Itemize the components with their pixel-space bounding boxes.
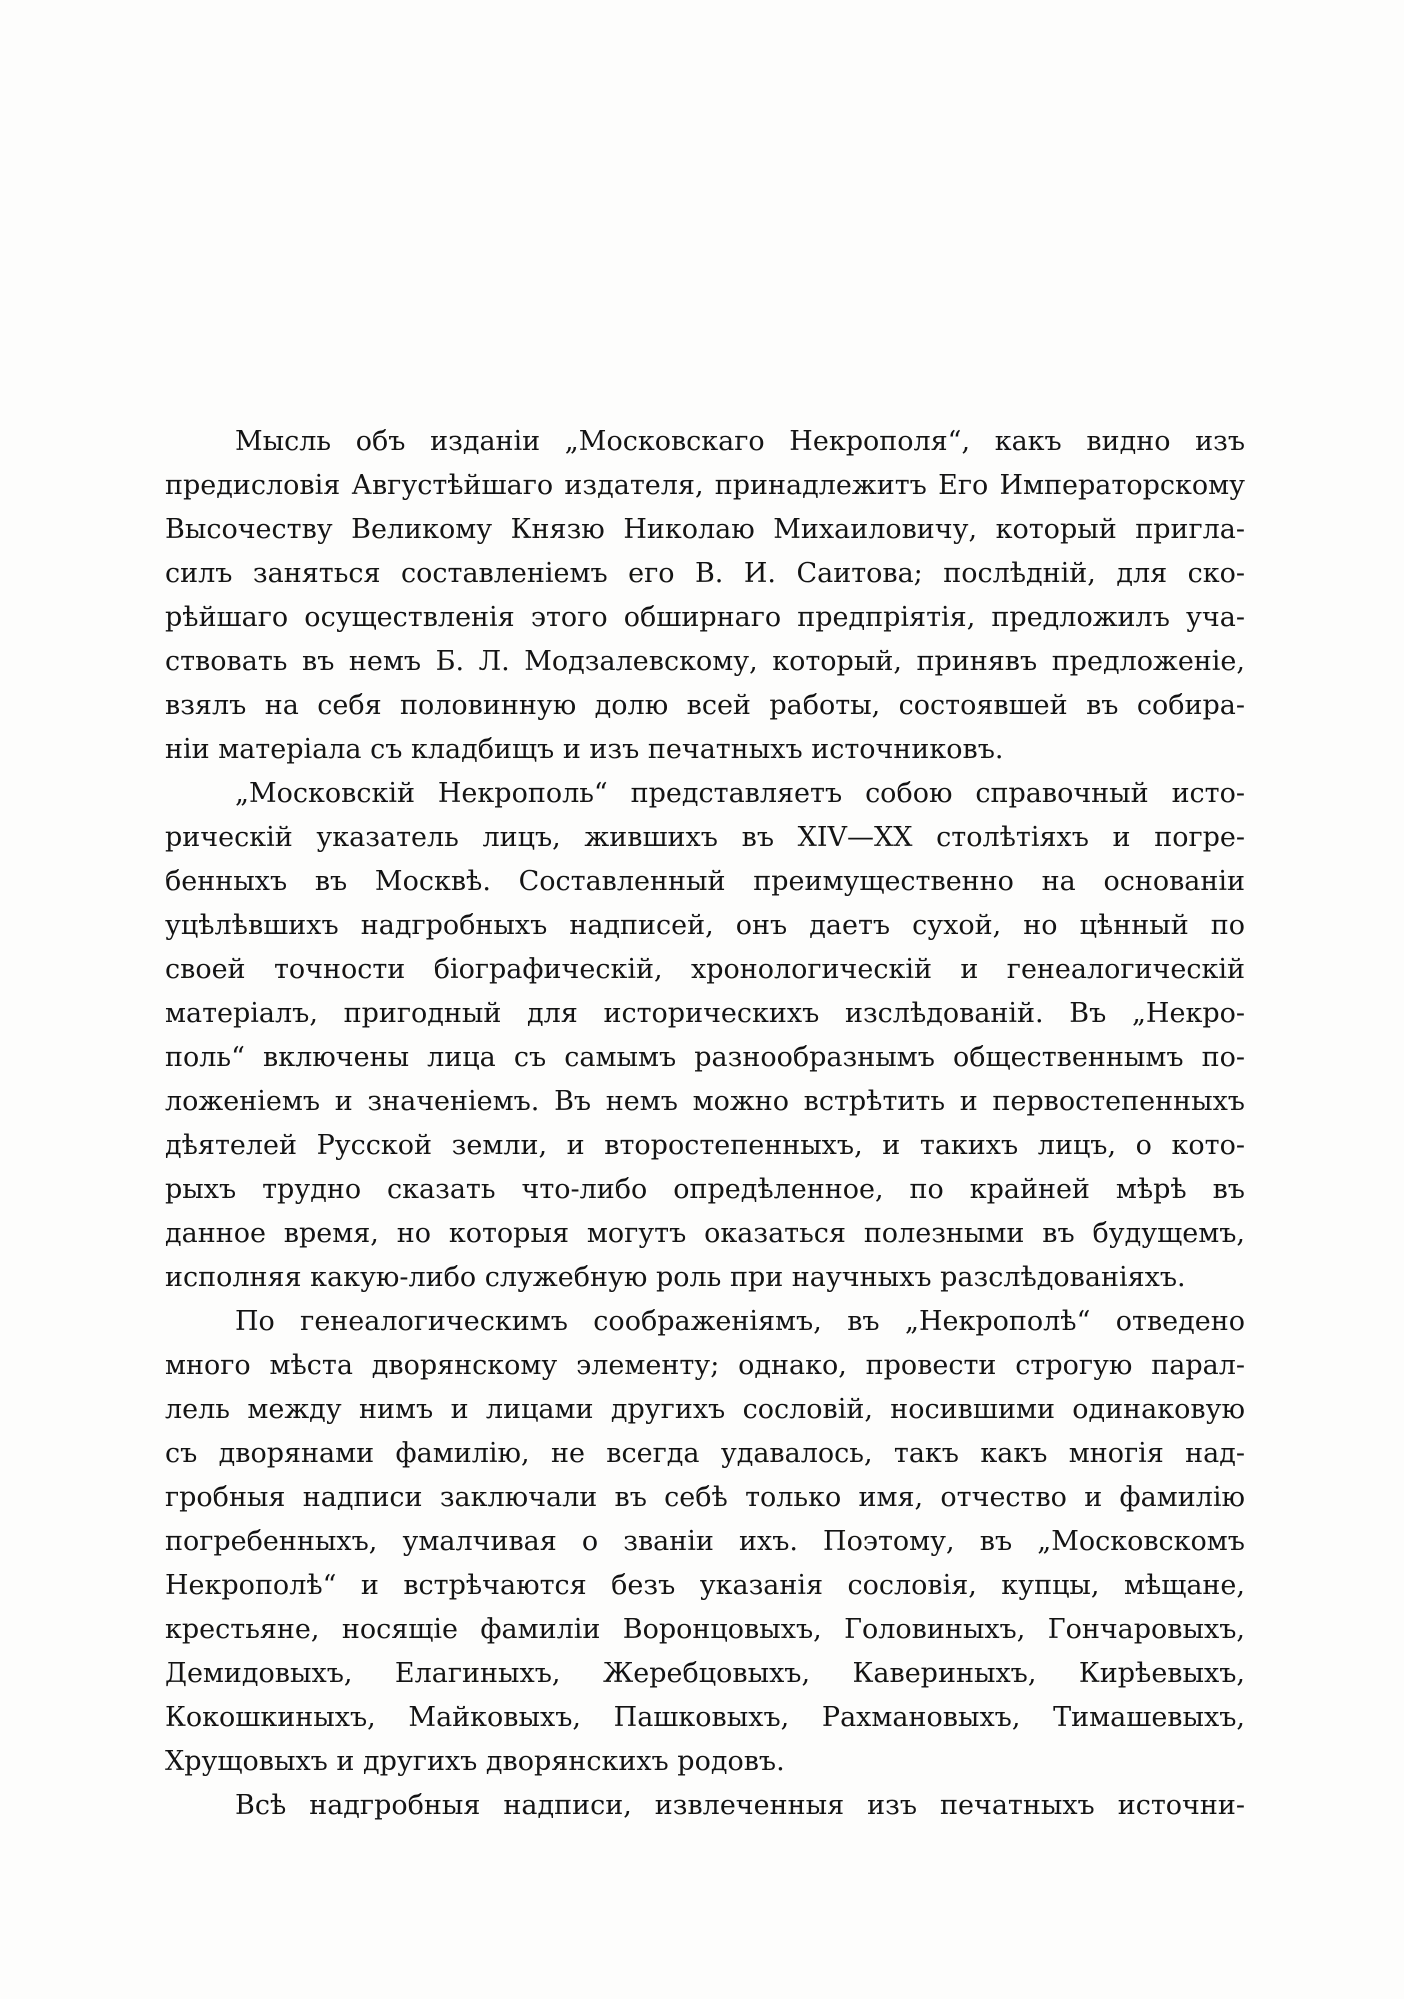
text-line: бенныхъ въ Москвѣ. Составленный преимущественно на основаніи <box>165 866 1245 897</box>
text-line: рыхъ трудно сказать что-либо опредѣленное, по крайней мѣрѣ въ <box>165 1174 1245 1205</box>
text-line: Мысль объ изданіи „Московскаго Некрополя“, какъ видно изъ <box>235 426 1245 457</box>
text-line: По генеалогическимъ соображеніямъ, въ „Некрополѣ“ отведено <box>235 1306 1245 1337</box>
text-line: рѣйшаго осуществленія этого обширнаго предпріятія, предложилъ уча- <box>165 602 1245 633</box>
text-line: Всѣ надгробныя надписи, извлеченныя изъ печатныхъ источни- <box>235 1790 1245 1821</box>
text-line: гробныя надписи заключали въ себѣ только имя, отчество и фамилію <box>165 1482 1245 1513</box>
text-line: своей точности біографическій, хронологическій и генеалогическій <box>165 954 1245 985</box>
text-line: ніи матеріала съ кладбищъ и изъ печатныхъ источниковъ. <box>165 734 1004 765</box>
text-line: ствовать въ немъ Б. Л. Модзалевскому, который, принявъ предложеніе, <box>165 646 1245 677</box>
text-line: данное время, но которыя могутъ оказаться полезными въ будущемъ, <box>165 1218 1245 1249</box>
paragraph-4 <box>165 1784 1245 1828</box>
text-line: силъ заняться составленіемъ его В. И. Саитова; послѣдній, для ско- <box>165 558 1245 589</box>
text-line: съ дворянами фамилію, не всегда удавалось, такъ какъ многія над- <box>165 1438 1245 1469</box>
text-line: дѣятелей Русской земли, и второстепенныхъ, и такихъ лицъ, о кото- <box>165 1130 1245 1161</box>
text-line: много мѣста дворянскому элементу; однако, провести строгую парал- <box>165 1350 1245 1381</box>
body-text <box>165 420 1245 1828</box>
paragraph-3 <box>165 1300 1245 1784</box>
text-line: крестьяне, носящіе фамиліи Воронцовыхъ, Головиныхъ, Гончаровыхъ, <box>165 1614 1245 1645</box>
text-line: лель между нимъ и лицами другихъ сословій, носившими одинаковую <box>165 1394 1245 1425</box>
paragraph-1 <box>165 420 1245 772</box>
text-line: уцѣлѣвшихъ надгробныхъ надписей, онъ даетъ сухой, но цѣнный по <box>165 910 1245 941</box>
text-line: матеріалъ, пригодный для историческихъ изслѣдованій. Въ „Некро- <box>165 998 1245 1029</box>
text-line: ложеніемъ и значеніемъ. Въ немъ можно встрѣтить и первостепенныхъ <box>165 1086 1245 1117</box>
text-line: Некрополѣ“ и встрѣчаются безъ указанія сословія, купцы, мѣщане, <box>165 1570 1245 1601</box>
text-line: предисловія Августѣйшаго издателя, принадлежитъ Его Императорскому <box>165 470 1245 501</box>
text-line: рическій указатель лицъ, жившихъ въ XIV—XX столѣтіяхъ и погре- <box>165 822 1245 853</box>
text-line: Кокошкиныхъ, Майковыхъ, Пашковыхъ, Рахмановыхъ, Тимашевыхъ, <box>165 1702 1245 1733</box>
text-line: поль“ включены лица съ самымъ разнообразнымъ общественнымъ по- <box>165 1042 1245 1073</box>
text-line: погребенныхъ, умалчивая о званіи ихъ. Поэтому, въ „Московскомъ <box>165 1526 1245 1557</box>
text-line: Хрущовыхъ и другихъ дворянскихъ родовъ. <box>165 1746 785 1777</box>
text-line: взялъ на себя половинную долю всей работы, состоявшей въ собира- <box>165 690 1245 721</box>
text-line: Высочеству Великому Князю Николаю Михаиловичу, который пригла- <box>165 514 1245 545</box>
text-line: „Московскій Некрополь“ представляетъ собою справочный исто- <box>235 778 1245 809</box>
paragraph-2 <box>165 772 1245 1300</box>
text-line: Демидовыхъ, Елагиныхъ, Жеребцовыхъ, Кавериныхъ, Кирѣевыхъ, <box>165 1658 1245 1689</box>
text-line: исполняя какую-либо служебную роль при научныхъ разслѣдованіяхъ. <box>165 1262 1186 1293</box>
